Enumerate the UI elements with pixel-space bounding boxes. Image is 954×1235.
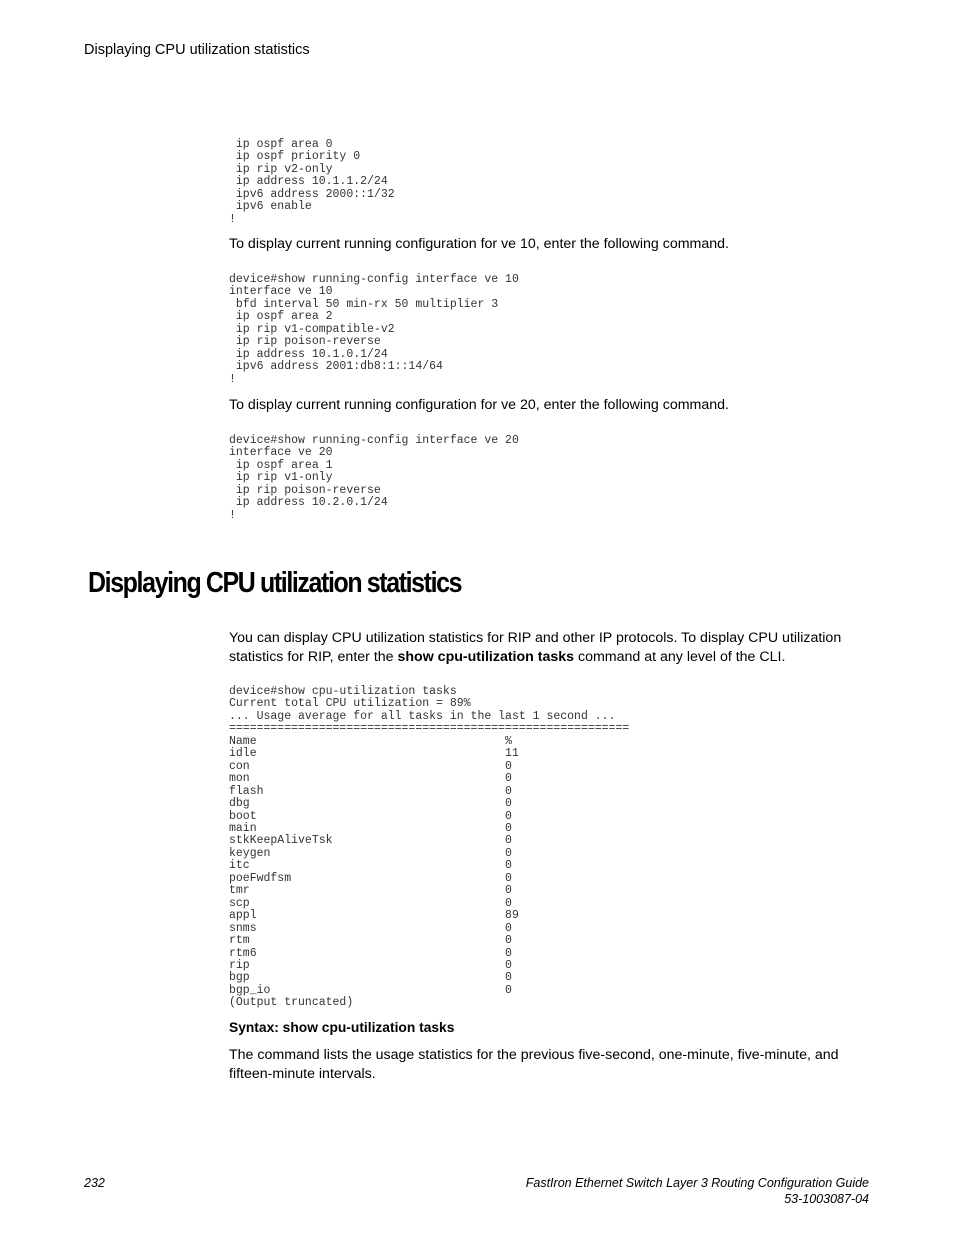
intro-ve10-paragraph: To display current running configuration for ve 10, enter the following command.: [229, 236, 729, 252]
code-block-ve20: device#show running-config interface ve 20 interface ve 20 ip ospf area 1 ip rip v1-only ip rip poison-reverse ip address 10.2.0.1/24 !: [229, 434, 519, 522]
cpu-intro-command: show cpu-utilization tasks: [397, 648, 575, 665]
code-block-ve-tail: ip ospf area 0 ip ospf priority 0 ip rip v2-only ip address 10.1.1.2/24 ipv6 address 2000::1/32 ipv6 enable !: [229, 138, 395, 226]
footer-guide-info: [526, 1175, 869, 1207]
description-paragraph: The command lists the usage statistics for the previous five-second, one-minute, five-minute, and fifteen-minute intervals.: [229, 1047, 839, 1082]
footer-page-number: 232: [84, 1176, 105, 1190]
running-header: Displaying CPU utilization statistics: [84, 42, 310, 58]
cpu-intro-paragraph: [229, 629, 854, 666]
code-block-cpu-utilization: device#show cpu-utilization tasks Current total CPU utilization = 89% ... Usage average for all tasks in the last 1 second ... ========================================================== Name % idle 11 con 0 mon 0 flash 0 dbg 0 boot 0 main 0 stkKeepAliveTsk 0 keygen 0 itc 0 poeFwdfsm 0 tmr 0 scp 0 appl 89 snms 0 rtm 0 rtm6 0 rip 0 bgp 0 bgp_io 0 (Output truncated): [229, 685, 630, 1010]
syntax-line: Syntax: show cpu-utilization tasks: [229, 1020, 455, 1035]
cpu-intro-text-1: You can display CPU utilization statistics for RIP and other IP protocols. To display CPU utilization statistics for RIP, enter the: [229, 630, 842, 665]
footer-doc-number: 53-1003087-04: [784, 1192, 869, 1206]
cpu-intro-text-2: command at any level of the CLI.: [574, 648, 786, 665]
section-heading: Displaying CPU utilization statistics: [88, 567, 462, 599]
code-block-ve10: device#show running-config interface ve 10 interface ve 10 bfd interval 50 min-rx 50 multiplier 3 ip ospf area 2 ip rip v1-compatible-v2 ip rip poison-reverse ip address 10.1.0.1/24 ipv6 address 2001:db8:1::14/64 !: [229, 273, 519, 386]
footer-guide-title: FastIron Ethernet Switch Layer 3 Routing Configuration Guide: [525, 1176, 869, 1190]
intro-ve20-paragraph: To display current running configuration for ve 20, enter the following command.: [229, 397, 729, 413]
